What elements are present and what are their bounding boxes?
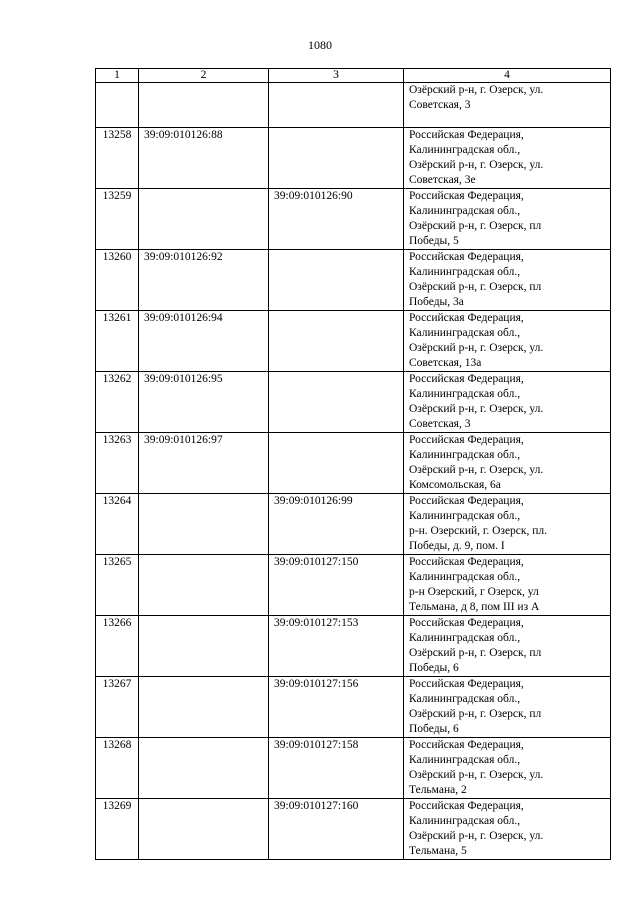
cell-address	[404, 738, 611, 799]
cell-address	[404, 555, 611, 616]
address-line: Озёрский р-н, г. Озерск, ул.	[409, 464, 544, 476]
cell-col2: 39:09:010126:97	[139, 433, 269, 494]
cell-address	[404, 433, 611, 494]
address-line: Озёрский р-н, г. Озерск, пл	[409, 708, 542, 720]
address-line: Тельмана, д 8, пом III из А	[409, 601, 540, 613]
cell-col3: 39:09:010127:158	[269, 738, 404, 799]
cell-col2	[139, 555, 269, 616]
address-line: Российская Федерация,	[409, 434, 524, 446]
cell-address	[404, 799, 611, 860]
address-line: Озёрский р-н, г. Озерск, ул.	[409, 769, 544, 781]
cell-address	[404, 372, 611, 433]
address-line: Озёрский р-н, г. Озерск, ул.	[409, 342, 544, 354]
address-line: Российская Федерация,	[409, 739, 524, 751]
address-line: Советская, 3	[409, 418, 471, 430]
cell-number	[96, 83, 139, 128]
cell-col3: 39:09:010126:99	[269, 494, 404, 555]
cell-col2: 39:09:010126:92	[139, 250, 269, 311]
cell-number: 13263	[96, 433, 139, 494]
table-row	[96, 372, 611, 433]
cell-col2	[139, 799, 269, 860]
cell-col2	[139, 494, 269, 555]
cell-number: 13261	[96, 311, 139, 372]
address-line: Российская Федерация,	[409, 800, 524, 812]
cell-col3: 39:09:010127:156	[269, 677, 404, 738]
table-row	[96, 616, 611, 677]
address-line: Российская Федерация,	[409, 312, 524, 324]
address-line: Калининградская обл.,	[409, 266, 521, 278]
address-line: Озёрский р-н, г. Озерск, пл	[409, 647, 542, 659]
continued-row	[96, 83, 611, 128]
cell-address	[404, 494, 611, 555]
cell-address	[404, 128, 611, 189]
cell-number: 13260	[96, 250, 139, 311]
cell-number: 13268	[96, 738, 139, 799]
address-line: Российская Федерация,	[409, 373, 524, 385]
address-line: Российская Федерация,	[409, 190, 524, 202]
cell-col3: 39:09:010127:160	[269, 799, 404, 860]
table-row	[96, 555, 611, 616]
cell-number: 13265	[96, 555, 139, 616]
address-line: Калининградская обл.,	[409, 754, 521, 766]
address-line: Победы, д. 9, пом. I	[409, 540, 505, 552]
column-header-1: 1	[96, 69, 139, 83]
address-line: Тельмана, 2	[409, 784, 467, 796]
column-header-2: 2	[139, 69, 269, 83]
address-line: Тельмана, 5	[409, 845, 467, 857]
table-row	[96, 128, 611, 189]
cell-col2	[139, 616, 269, 677]
cell-col3: 39:09:010127:153	[269, 616, 404, 677]
table-row	[96, 494, 611, 555]
address-line: Озёрский р-н, г. Озерск, ул.	[409, 159, 544, 171]
table-row	[96, 189, 611, 250]
address-line: Российская Федерация,	[409, 129, 524, 141]
address-line: Российская Федерация,	[409, 678, 524, 690]
cell-col3	[269, 311, 404, 372]
table-row	[96, 250, 611, 311]
address-line: Калининградская обл.,	[409, 388, 521, 400]
cell-address	[404, 83, 611, 128]
address-line: р-н. Озерский, г. Озерск, пл.	[409, 525, 548, 537]
cell-address	[404, 250, 611, 311]
address-line: Советская, 3	[409, 99, 471, 111]
address-line: Калининградская обл.,	[409, 449, 521, 461]
address-line: Калининградская обл.,	[409, 327, 521, 339]
cell-number: 13264	[96, 494, 139, 555]
table-row	[96, 799, 611, 860]
address-line: Российская Федерация,	[409, 556, 524, 568]
page-number: 1080	[308, 38, 332, 52]
address-line: Российская Федерация,	[409, 495, 524, 507]
address-line: Озёрский р-н, г. Озерск, пл	[409, 281, 542, 293]
address-line: Калининградская обл.,	[409, 571, 521, 583]
cell-col2	[139, 83, 269, 128]
cell-col3	[269, 128, 404, 189]
column-header-4: 4	[404, 69, 611, 83]
cell-col3	[269, 83, 404, 128]
table-row	[96, 738, 611, 799]
address-line: Советская, 3е	[409, 174, 476, 186]
address-line: Победы, 6	[409, 723, 459, 735]
address-line: Калининградская обл.,	[409, 144, 521, 156]
address-line: Комсомольская, 6а	[409, 479, 501, 491]
cell-col3: 39:09:010127:150	[269, 555, 404, 616]
address-line: Озёрский р-н, г. Озерск, пл	[409, 220, 542, 232]
address-line: Победы, 5	[409, 235, 459, 247]
cell-col2: 39:09:010126:94	[139, 311, 269, 372]
column-header-3: 3	[269, 69, 404, 83]
address-line: Российская Федерация,	[409, 617, 524, 629]
address-line: Калининградская обл.,	[409, 815, 521, 827]
cell-number: 13267	[96, 677, 139, 738]
cell-number: 13258	[96, 128, 139, 189]
cell-number: 13262	[96, 372, 139, 433]
cell-address	[404, 189, 611, 250]
address-line: Российская Федерация,	[409, 251, 524, 263]
cell-address	[404, 616, 611, 677]
table-row	[96, 433, 611, 494]
address-line: Калининградская обл.,	[409, 205, 521, 217]
address-line: р-н Озерский, г Озерск, ул	[409, 586, 539, 598]
address-line: Советская, 13а	[409, 357, 482, 369]
cell-number: 13266	[96, 616, 139, 677]
cell-address	[404, 311, 611, 372]
cell-col2	[139, 677, 269, 738]
address-line: Калининградская обл.,	[409, 693, 521, 705]
address-line: Победы, 3а	[409, 296, 464, 308]
address-line: Калининградская обл.,	[409, 510, 521, 522]
cell-number: 13269	[96, 799, 139, 860]
cell-col3	[269, 433, 404, 494]
address-line: Калининградская обл.,	[409, 632, 521, 644]
cell-col2	[139, 189, 269, 250]
address-line: Озёрский р-н, г. Озерск, ул.	[409, 84, 544, 96]
cell-col3: 39:09:010126:90	[269, 189, 404, 250]
cell-col3	[269, 250, 404, 311]
address-line: Озёрский р-н, г. Озерск, ул.	[409, 830, 544, 842]
cell-col2: 39:09:010126:95	[139, 372, 269, 433]
address-line: Победы, 6	[409, 662, 459, 674]
table-row	[96, 311, 611, 372]
address-line: Озёрский р-н, г. Озерск, ул.	[409, 403, 544, 415]
cell-col2	[139, 738, 269, 799]
table-row	[96, 677, 611, 738]
cell-col3	[269, 372, 404, 433]
registry-table	[95, 68, 611, 860]
cell-address	[404, 677, 611, 738]
cell-col2: 39:09:010126:88	[139, 128, 269, 189]
cell-number: 13259	[96, 189, 139, 250]
header-row	[96, 69, 611, 83]
